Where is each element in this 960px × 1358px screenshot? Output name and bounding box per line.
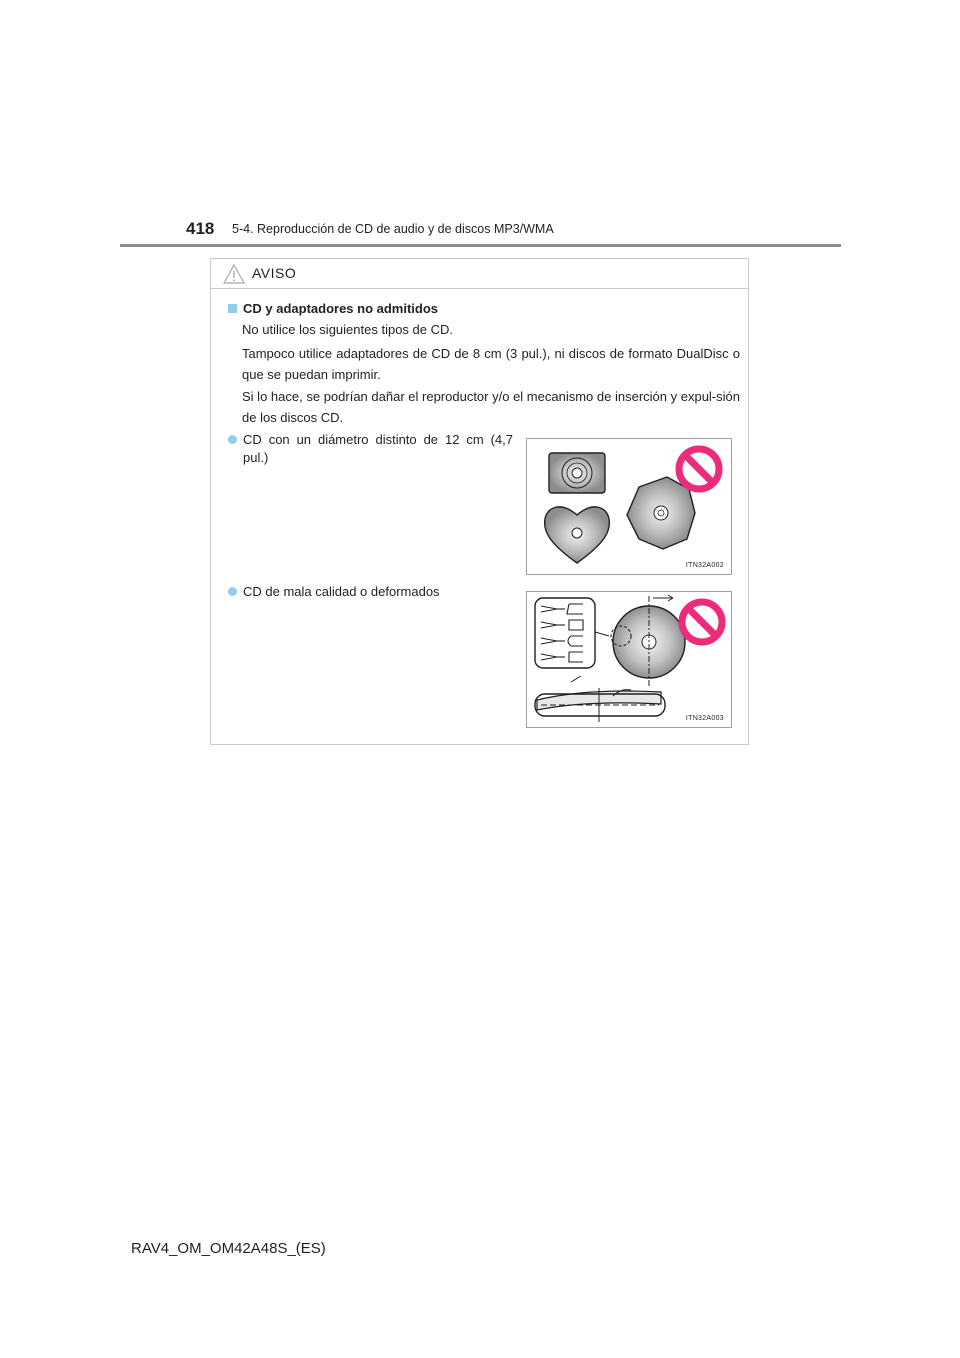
page-number: 418	[186, 219, 215, 238]
warning-heading	[228, 301, 438, 316]
prohibition-icon	[682, 602, 722, 642]
warning-label: AVISO	[252, 265, 297, 281]
warning-paragraph-2: Tampoco utilice adaptadores de CD de 8 cm (3 pul.), ni discos de formato DualDisc o que se puedan imprimir.	[242, 346, 740, 382]
square-bullet-icon	[228, 304, 237, 313]
warning-header	[211, 259, 748, 289]
bullet-item-text: CD de mala calidad o deformados	[243, 584, 440, 599]
warning-paragraph-3: Si lo hace, se podrían dañar el reproductor y/o el mecanismo de inserción y expul-sión de los discos CD.	[242, 389, 740, 425]
prohibition-icon	[679, 449, 719, 489]
bullet-item-damaged	[228, 583, 513, 601]
damaged-discs-illustration	[527, 592, 733, 729]
header-rule	[120, 244, 841, 247]
figure-code: ITN32A003	[685, 715, 724, 722]
figure-damaged-discs	[526, 591, 732, 728]
section-title: 5-4. Reproducción de CD de audio y de discos MP3/WMA	[232, 222, 554, 236]
figure-odd-shaped-discs	[526, 438, 732, 575]
warning-paragraph-1: No utilice los siguientes tipos de CD.	[242, 322, 453, 337]
warning-triangle-icon	[223, 264, 245, 284]
round-bullet-icon	[228, 587, 237, 596]
round-bullet-icon	[228, 435, 237, 444]
odd-shaped-discs-illustration	[527, 439, 733, 576]
warning-box	[210, 258, 749, 745]
bullet-item-text: CD con un diámetro distinto de 12 cm (4,7 pul.)	[243, 432, 513, 465]
footer-doc-code: RAV4_OM_OM42A48S_(ES)	[131, 1240, 326, 1257]
warning-heading-text: CD y adaptadores no admitidos	[243, 301, 439, 316]
bullet-item-diameter	[228, 431, 513, 467]
figure-code: ITN32A002	[685, 562, 724, 569]
